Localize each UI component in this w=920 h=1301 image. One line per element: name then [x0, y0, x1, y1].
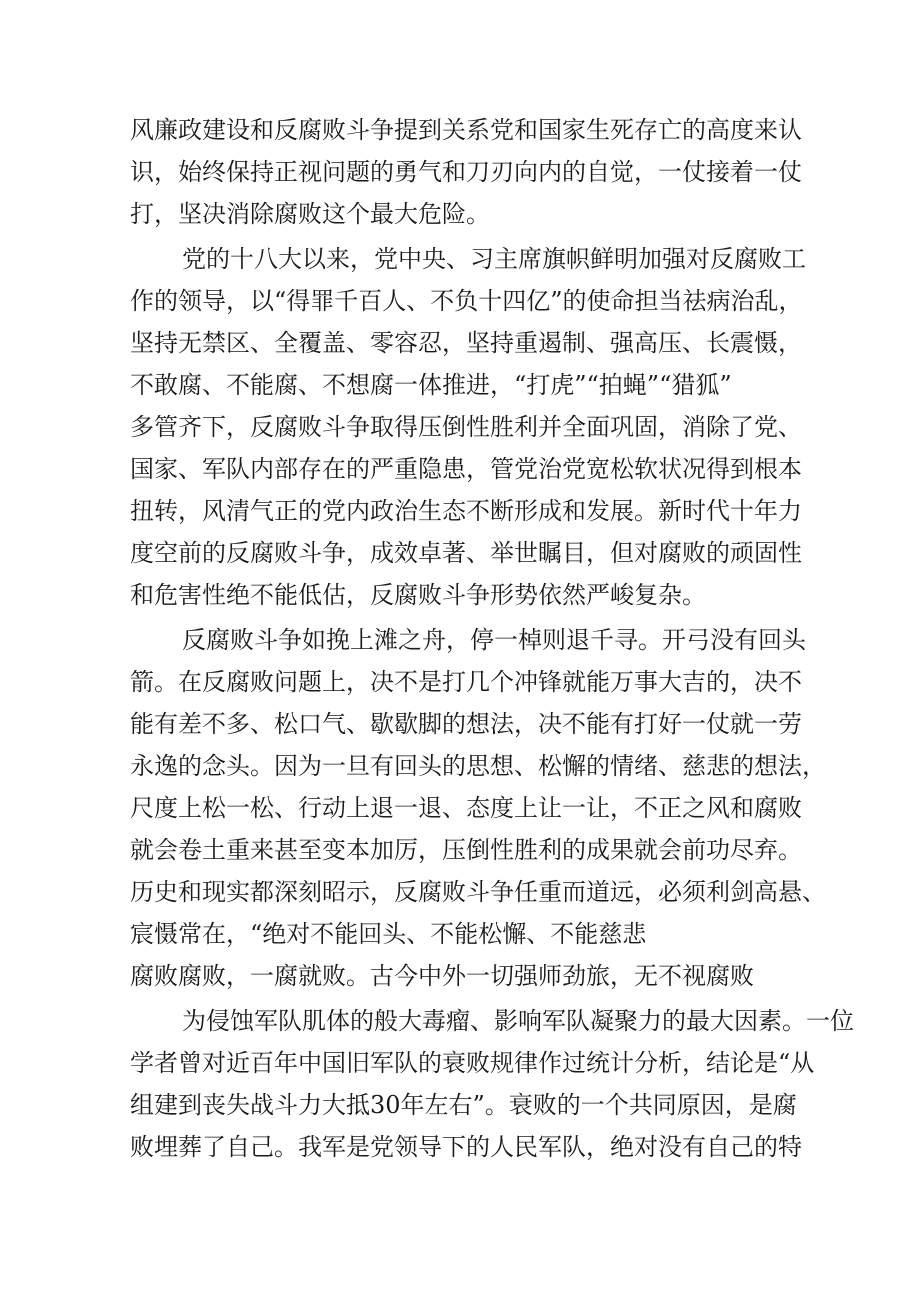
text-line: 腐败腐败，一腐就败。古今中外一切强师劲旅，无不视腐败	[130, 962, 754, 990]
text-line: 打，坚决消除腐败这个最大危险。	[130, 200, 490, 228]
text-line: 学者曾对近百年中国旧军队的衰败规律作过统计分析，结论是“从	[130, 1049, 815, 1077]
text-line: 能有差不多、松口气、歇歇脚的想法，决不能有打好一仗就一劳	[130, 710, 802, 738]
text-line: 作的领导，以“得罪千百人、不负十四亿”的使命担当祛病治乱，	[130, 287, 803, 315]
text-line: 风廉政建设和反腐败斗争提到关系党和国家生死存亡的高度来认	[130, 116, 802, 144]
paragraph-first-line: 为侵蚀军队肌体的般大毒瘤、影响军队凝聚力的最大因素。一位	[182, 1007, 854, 1035]
text-line	[130, 1171, 800, 1207]
text-line: 就会卷土重来甚至变本加厉，压倒性胜利的成果就会前功尽弃。	[130, 836, 802, 864]
text-line: 坚持无禁区、全覆盖、零容忍，坚持重遏制、强高压、长震慑，	[130, 329, 802, 357]
text-line: 宸慑常在，“绝对不能回头、不能松懈、不能慈悲	[130, 920, 647, 948]
text-line: 尺度上松一松、行动上退一退、态度上让一让，不正之风和腐败	[130, 794, 802, 822]
paragraph-first-line: 党的十八大以来，党中央、习主席旗帜鲜明加强对反腐败工	[182, 245, 806, 273]
text-line: 度空前的反腐败斗争，成效卓著、举世瞩目，但对腐败的顽固性	[130, 539, 802, 567]
text-line: 永逸的念头。因为一旦有回头的思想、松懈的情绪、慈悲的想法，	[130, 752, 826, 780]
text-line: 多管齐下，反腐败斗争取得压倒性胜利并全面巩固，消除了党、	[130, 413, 802, 441]
text-line: 国家、军队内部存在的严重隐患，管党治党宽松软状况得到根本	[130, 455, 802, 483]
text-line: 不敢腐、不能腐、不想腐一体推进，“打虎”“拍蝇”“猎狐”	[130, 371, 732, 399]
text-line: 扭转，风清气正的党内政治生态不断形成和发展。新时代十年力	[130, 497, 802, 525]
text-line: 识，始终保持正视问题的勇气和刀刃向内的自觉，一仗接着一仗	[130, 158, 802, 186]
text-line: 和危害性绝不能低估，反腐败斗争形势依然严峻复杂。	[130, 581, 706, 609]
text-line: 组建到丧失战斗力大抵30年左右”。衰败的一个共同原因，是腐	[130, 1091, 797, 1119]
paragraph-first-line: 反腐败斗争如挽上滩之舟，停一棹则退千寻。开弓没有回头	[182, 626, 806, 654]
text-line: 历史和现实都深刻昭示，反腐败斗争任重而道远，必须利剑高悬、	[130, 878, 826, 906]
text-line: 败埋葬了自己。我军是党领导下的人民军队，绝对没有自己的特	[130, 1133, 802, 1161]
text-line: 箭。在反腐败问题上，决不是打几个冲锋就能万事大吉的，决不	[130, 668, 802, 696]
